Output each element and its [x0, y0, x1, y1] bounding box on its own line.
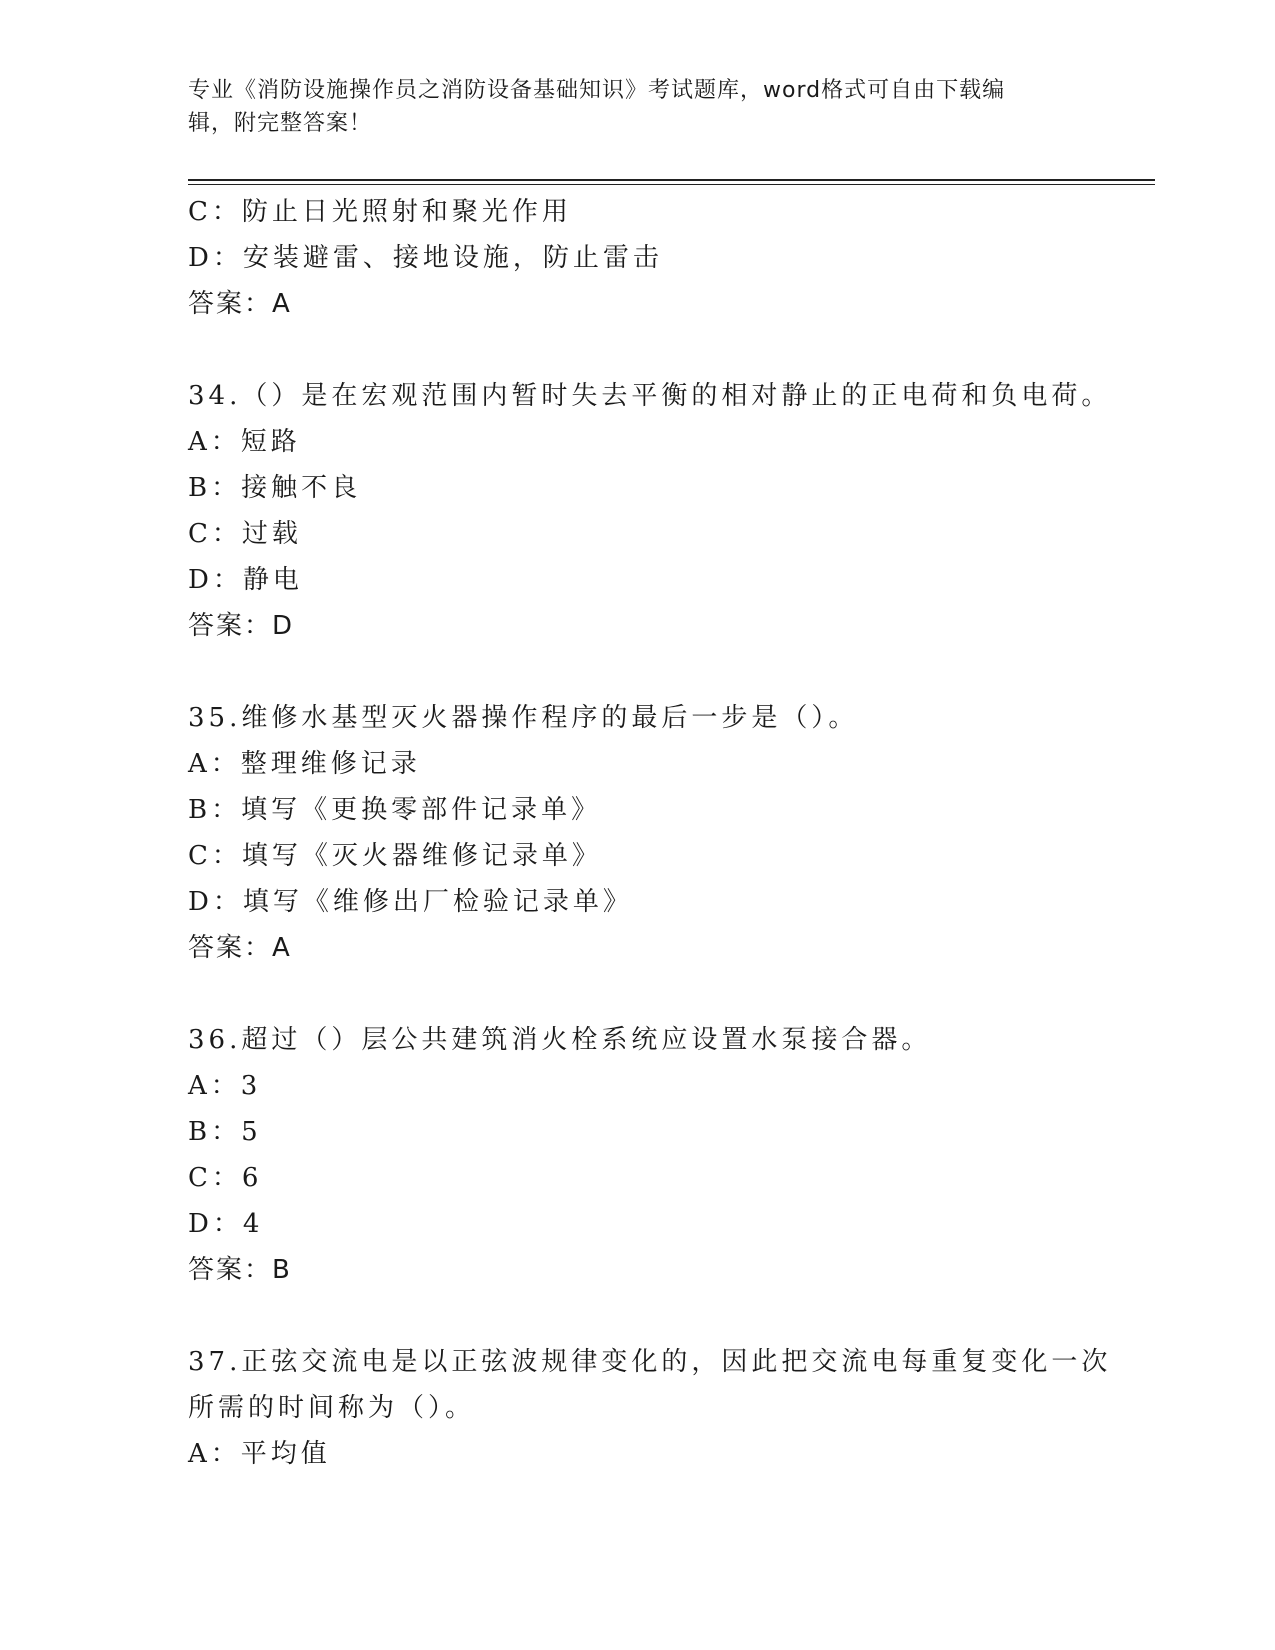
question-37: [188, 1339, 1112, 1477]
option-d: D：静电: [188, 565, 303, 595]
question-34: [188, 373, 1112, 649]
question-35: [188, 695, 1088, 971]
question-stem-line-2: 所需的时间称为（）。: [188, 1393, 476, 1423]
option-d: D：安装避雷、接地设施，防止雷击: [188, 243, 663, 273]
option-a: A：3: [188, 1071, 262, 1101]
answer-line: 答案：D: [188, 611, 295, 641]
option-b: B：填写《更换零部件记录单》: [188, 795, 602, 825]
header-line-2: 辑，附完整答案！: [188, 111, 373, 136]
document-header: [188, 74, 1088, 140]
option-a: A：整理维修记录: [188, 749, 421, 779]
option-c: C：填写《灭火器维修记录单》: [188, 841, 602, 871]
header-divider: [188, 179, 1155, 181]
spacer: [188, 971, 1088, 1017]
option-c: C：过载: [188, 519, 302, 549]
option-a: A：平均值: [188, 1439, 331, 1469]
answer-line: 答案：A: [188, 289, 292, 319]
option-d: D：填写《维修出厂检验记录单》: [188, 887, 633, 917]
question-36: [188, 1017, 1088, 1293]
answer-line: 答案：B: [188, 1255, 292, 1285]
question-list: [188, 189, 1112, 1477]
question-stem-line-1: 37.正弦交流电是以正弦波规律变化的，因此把交流电每重复变化一次: [188, 1347, 1112, 1377]
question-stem: 34.（）是在宏观范围内暂时失去平衡的相对静止的正电荷和负电荷。: [188, 381, 1112, 411]
question-stem: 36.超过（）层公共建筑消火栓系统应设置水泵接合器。: [188, 1025, 932, 1055]
option-c: C：防止日光照射和聚光作用: [188, 197, 572, 227]
option-b: B：接触不良: [188, 473, 362, 503]
question-stem: 35.维修水基型灭火器操作程序的最后一步是（）。: [188, 703, 859, 733]
spacer: [188, 649, 1088, 695]
answer-line: 答案：A: [188, 933, 292, 963]
option-b: B：5: [188, 1117, 262, 1147]
spacer: [188, 327, 1088, 373]
option-d: D：4: [188, 1209, 264, 1239]
option-c: C：6: [188, 1163, 263, 1193]
spacer: [188, 1293, 1088, 1339]
header-line-1: 专业《消防设施操作员之消防设备基础知识》考试题库，word格式可自由下载编: [188, 78, 1006, 103]
option-a: A：短路: [188, 427, 301, 457]
question-33-continuation: [188, 189, 1088, 327]
